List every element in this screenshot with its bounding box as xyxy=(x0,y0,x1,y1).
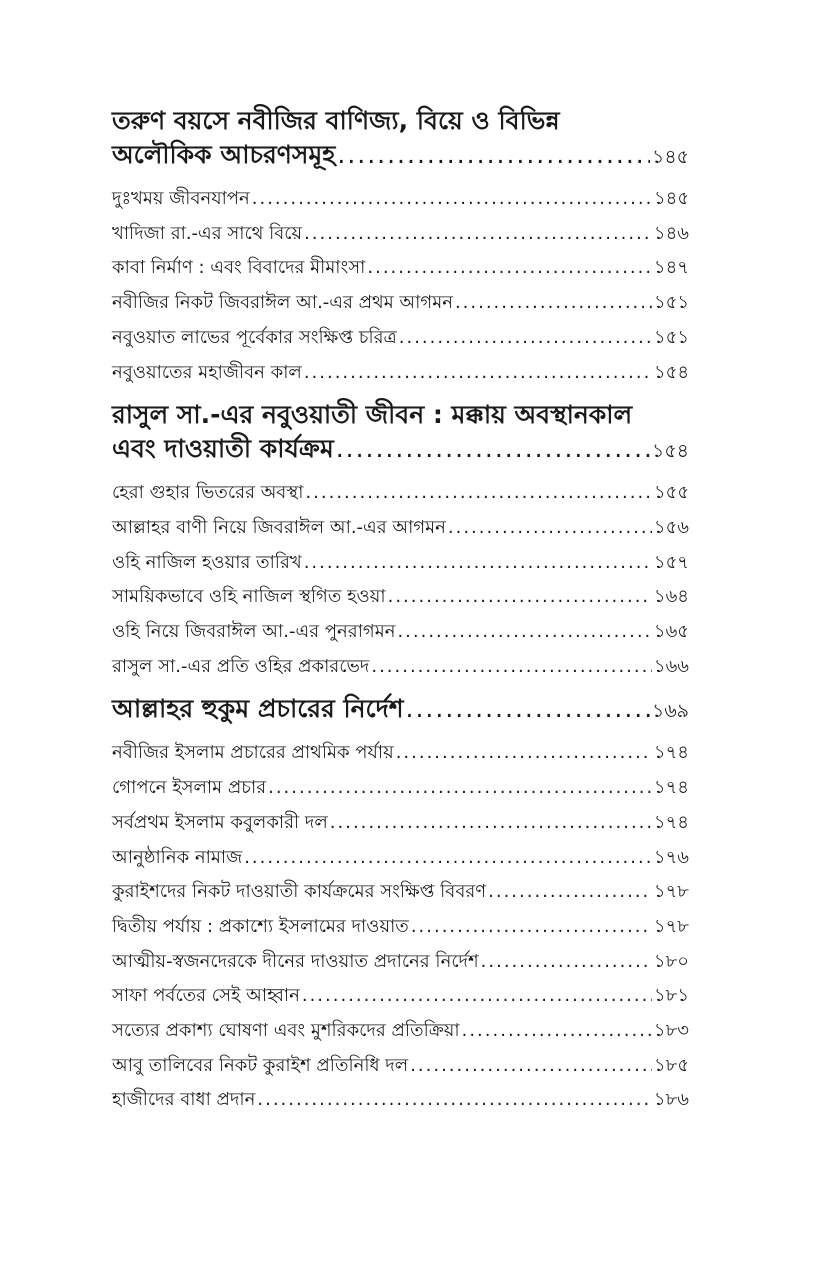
page-number: ১৫৭ xyxy=(653,551,689,573)
entry-title: সর্বপ্রথম ইসলাম কবুলকারী দল xyxy=(112,811,328,833)
section-heading xyxy=(112,398,689,468)
toc-entry[interactable] xyxy=(112,580,689,615)
entry-title: দ্বিতীয় পর্যায় : প্রকাশ্যে ইসলামের দাওয়াত xyxy=(112,915,409,937)
dot-leader xyxy=(304,217,652,252)
toc-entry[interactable] xyxy=(112,286,689,321)
page-number: ১৮৫ xyxy=(653,1054,689,1076)
entry-title: আবু তালিবের নিকট কুরাইশ প্রতিনিধি দল xyxy=(112,1054,409,1076)
dot-leader xyxy=(410,1049,652,1084)
page-number: ১৮১ xyxy=(653,985,689,1007)
dot-leader xyxy=(481,945,652,980)
entry-title: নবুওয়াতের মহাজীবন কাল xyxy=(112,361,302,383)
toc-entry[interactable] xyxy=(112,841,689,876)
page-number: ১৫৪ xyxy=(653,361,689,383)
toc-entry[interactable] xyxy=(112,910,689,945)
page-number: ১৮৬ xyxy=(653,1089,689,1111)
entry-title: ওহি নিয়ে জিবরাঈল আ.-এর পুনরাগমন xyxy=(112,621,396,643)
toc-entry[interactable] xyxy=(112,650,689,685)
page-number: ১৫১ xyxy=(653,292,689,314)
entry-title: নবীজির নিকট জিবরাঈল আ.-এর প্রথম আগমন xyxy=(112,292,453,314)
dot-leader xyxy=(304,546,652,581)
page-number: ১৬৯ xyxy=(651,700,689,723)
entry-title: সাময়িকভাবে ওহি নাজিল স্থগিত হওয়া xyxy=(112,586,386,608)
toc-entry[interactable] xyxy=(112,251,689,286)
heading-line: রাসুল সা.-এর নবুওয়াতী জীবন : মক্কায় অবস্থানকাল xyxy=(112,400,633,430)
page-number: ১৭৮ xyxy=(653,915,689,937)
dot-leader xyxy=(330,806,652,841)
entry-title: নবীজির ইসলাম প্রচারের প্রাথমিক পর্যায় xyxy=(112,742,394,764)
toc-section xyxy=(112,692,689,1118)
dot-leader xyxy=(411,910,652,945)
entry-list xyxy=(112,476,689,684)
entry-title: দুঃখময় জীবনযাপন xyxy=(112,188,250,209)
toc-entry[interactable] xyxy=(112,1083,689,1118)
dot-leader xyxy=(488,875,652,910)
page-number: ১৭৪ xyxy=(653,742,689,764)
dot-leader xyxy=(302,979,652,1014)
toc-section xyxy=(112,398,689,684)
page-number: ১৭৮ xyxy=(653,881,689,903)
toc-entry[interactable] xyxy=(112,182,689,217)
page-number: ১৪৫ xyxy=(652,146,689,168)
entry-title: নবুওয়াত লাভের পূর্বেকার সংক্ষিপ্ত চরিত্র xyxy=(112,326,397,348)
section-heading xyxy=(112,692,689,728)
entry-title: আল্লাহর বাণী নিয়ে জিবরাঈল আ.-এর আগমন xyxy=(112,516,446,538)
dot-leader xyxy=(397,615,651,650)
dot-leader xyxy=(462,1014,652,1049)
page-number: ১৮৩ xyxy=(653,1020,689,1042)
entry-title: হেরা গুহার ভিতরের অবস্থা xyxy=(112,482,304,504)
table-of-contents xyxy=(112,104,689,1126)
page-number: ১৪৫ xyxy=(653,188,689,209)
page-number: ১৬৬ xyxy=(653,655,689,677)
page-number: ১৭৪ xyxy=(653,777,689,799)
page-number: ১৮০ xyxy=(653,950,689,972)
section-heading xyxy=(112,104,689,174)
entry-list xyxy=(112,182,689,390)
entry-title: ওহি নাজিল হওয়ার তারিখ xyxy=(112,551,302,573)
toc-entry[interactable] xyxy=(112,511,689,546)
page-number: ১৪৬ xyxy=(653,222,689,244)
toc-entry[interactable] xyxy=(112,476,689,511)
toc-entry[interactable] xyxy=(112,217,689,252)
toc-entry[interactable] xyxy=(112,979,689,1014)
entry-list xyxy=(112,736,689,1118)
dot-leader xyxy=(244,841,652,876)
toc-entry[interactable] xyxy=(112,771,689,806)
dot-leader xyxy=(455,286,652,321)
toc-entry[interactable] xyxy=(112,1014,689,1049)
entry-title: আত্মীয়-স্বজনদেরকে দীনের দাওয়াত প্রদানের নির্দেশ xyxy=(112,950,479,972)
dot-leader xyxy=(252,182,652,217)
dot-leader xyxy=(336,432,650,466)
heading-line: তরুণ বয়সে নবীজির বাণিজ্য, বিয়ে ও বিভিন্ন xyxy=(112,106,560,135)
toc-entry[interactable] xyxy=(112,806,689,841)
dot-leader xyxy=(388,580,652,615)
dot-leader xyxy=(257,1083,652,1118)
entry-title: সাফা পর্বতের সেই আহ্বান xyxy=(112,985,300,1007)
toc-entry[interactable] xyxy=(112,875,689,910)
dot-leader xyxy=(371,650,652,685)
heading-title: অলৌকিক আচরণসমূহ xyxy=(112,140,336,169)
page-number: ১৬৪ xyxy=(653,586,689,608)
entry-title: খাদিজা রা.-এর সাথে বিয়ে xyxy=(112,222,303,244)
toc-section xyxy=(112,104,689,390)
heading-title: আল্লাহর হুকুম প্রচারের নির্দেশ xyxy=(112,694,404,724)
page-number: ১৫৪ xyxy=(652,440,689,463)
dot-leader xyxy=(304,356,652,391)
dot-leader xyxy=(337,138,650,172)
dot-leader xyxy=(406,692,650,726)
dot-leader xyxy=(399,321,652,356)
entry-title: আনুষ্ঠানিক নামাজ xyxy=(112,846,243,868)
toc-entry[interactable] xyxy=(112,546,689,581)
entry-title: কুরাইশদের নিকট দাওয়াতী কার্যক্রমের সংক্ষিপ্ত বিবরণ xyxy=(112,881,487,903)
toc-entry[interactable] xyxy=(112,356,689,391)
entry-title: কাবা নির্মাণ : এবং বিবাদের মীমাংসা xyxy=(112,257,366,279)
toc-entry[interactable] xyxy=(112,615,689,650)
page-number: ১৫৫ xyxy=(653,482,689,504)
page-number: ১৬৫ xyxy=(653,621,689,643)
entry-title: রাসুল সা.-এর প্রতি ওহির প্রকারভেদ xyxy=(112,655,370,677)
page-number: ১৪৭ xyxy=(653,257,689,279)
page-number: ১৭৬ xyxy=(653,846,689,868)
toc-entry[interactable] xyxy=(112,736,689,771)
toc-entry[interactable] xyxy=(112,945,689,980)
dot-leader xyxy=(367,251,652,286)
page-number: ১৫৬ xyxy=(653,516,689,538)
page-number: ১৫১ xyxy=(653,326,689,348)
dot-leader xyxy=(396,736,652,771)
dot-leader xyxy=(305,476,652,511)
page-number: ১৭৪ xyxy=(653,811,689,833)
heading-title: এবং দাওয়াতী কার্যক্রম xyxy=(112,434,334,464)
entry-title: সত্যের প্রকাশ্য ঘোষণা এবং মুশরিকদের প্রতিক্রিয়া xyxy=(112,1020,460,1042)
dot-leader xyxy=(268,771,652,806)
entry-title: গোপনে ইসলাম প্রচার xyxy=(112,777,267,799)
toc-entry[interactable] xyxy=(112,321,689,356)
toc-entry[interactable] xyxy=(112,1049,689,1084)
entry-title: হাজীদের বাধা প্রদান xyxy=(112,1089,256,1111)
dot-leader xyxy=(448,511,652,546)
